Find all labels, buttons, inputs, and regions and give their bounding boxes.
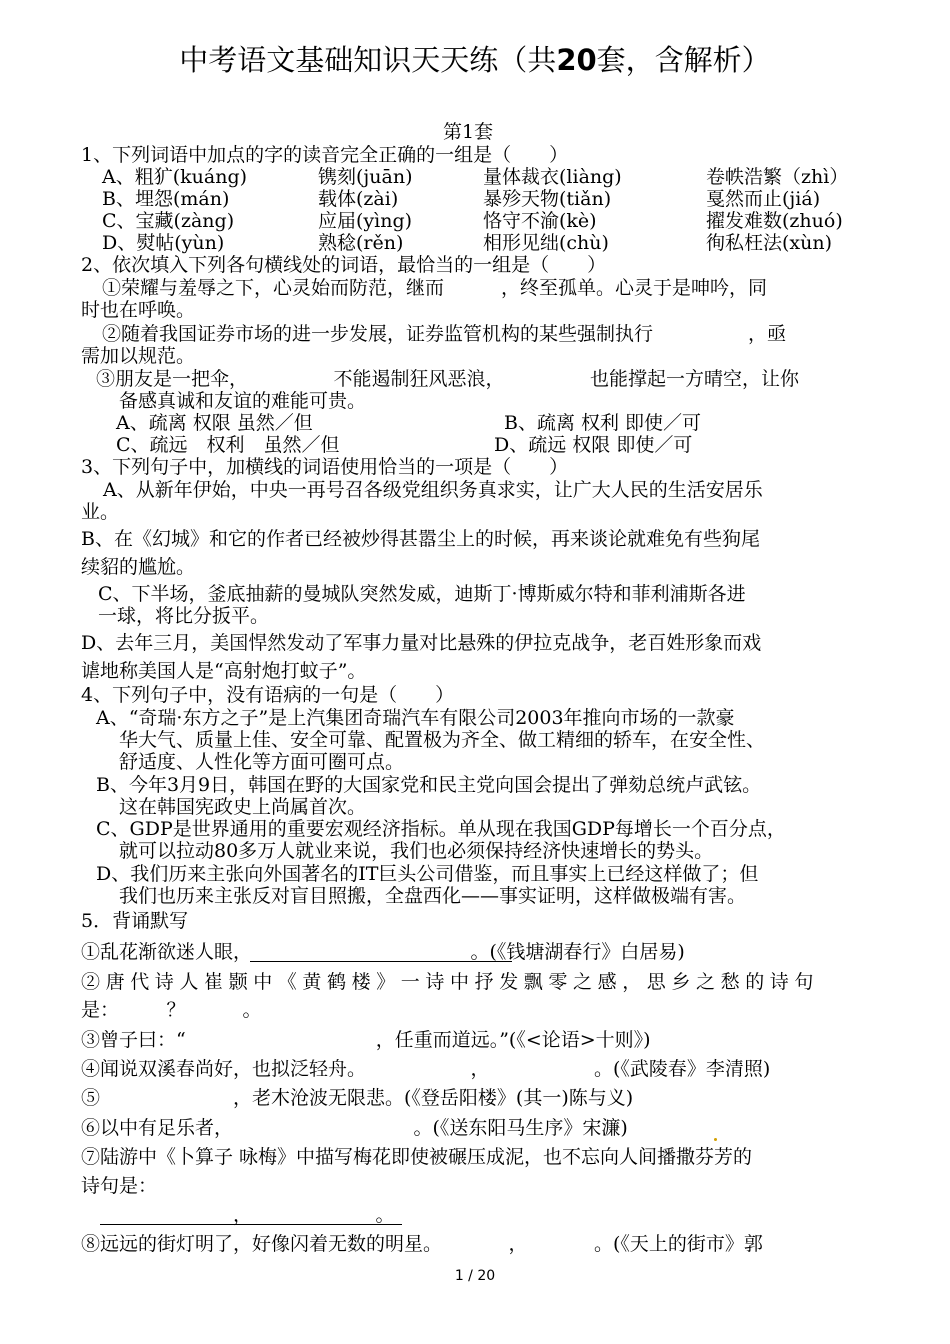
q1-option-d1: D、熨帖(yùn)	[102, 232, 225, 254]
q2-sentence-2a: ②随着我国证券市场的进一步发展，证券监管机构的某些强制执行 ，亟	[102, 323, 787, 345]
q4-option-a-line3: 舒适度、人性化等方面可圈可点。	[119, 751, 405, 773]
q4-option-a-line2: 华大气、质量上佳、安全可靠、配置极为齐全、做工精细的轿车，在安全性、	[119, 729, 766, 751]
q3-option-d-line2: 谑地称美国人是“高射炮打蚊子”。	[81, 660, 367, 682]
q1-option-b2: 载体(zài)	[318, 188, 399, 210]
q4-option-c-line1: C、GDP是世界通用的重要宏观经济指标。单从现在我国GDP每增长一个百分点，	[96, 818, 786, 840]
q2-sentence-1a: ①荣耀与羞辱之下，心灵始而防范，继而 ，终至孤单。心灵于是呻吟，同	[102, 277, 768, 299]
q4-option-b-line1: B、今年3月9日，韩国在野的大国家党和民主党向国会提出了弹劾总统卢武铉。	[96, 774, 762, 796]
q1-option-b1: B、埋怨(mán)	[102, 188, 230, 210]
q5-item-2-line2: 是： ？ 。	[81, 999, 262, 1021]
q3-option-d-line1: D、去年三月，美国悍然发动了军事力量对比悬殊的伊拉克战争，老百姓形象而戏	[81, 632, 762, 654]
q3-option-a-line2: 业。	[81, 501, 120, 523]
q1-option-b3: 暴殄天物(tiǎn)	[483, 188, 612, 210]
q4-option-d-line2: 我们也历来主张反对盲目照搬，全盘西化——事实证明，这样做极端有害。	[119, 885, 747, 907]
q4-option-a-line1: A、“奇瑞·东方之子”是上汽集团奇瑞汽车有限公司2003年推向市场的一款豪	[96, 707, 735, 729]
q1-option-d4: 徇私枉法(xùn)	[706, 232, 833, 254]
q4-stem: 4、下列句子中，没有语病的一句是（ ）	[81, 684, 455, 706]
q4-option-d-line1: D、我们历来主张向外国著名的IT巨头公司借鉴，而且事实上已经这样做了；但	[96, 863, 759, 885]
set-label: 第1套	[443, 121, 494, 143]
q2-sentence-3b: 备感真诚和友谊的难能可贵。	[119, 390, 367, 412]
q5-stem: 5．背诵默写	[81, 910, 189, 932]
stray-mark	[714, 1138, 717, 1141]
q1-option-a2: 镌刻(juān)	[318, 166, 413, 188]
q1-option-a4: 卷帙浩繁（zhì）	[706, 166, 849, 188]
q3-option-a-line1: A、从新年伊始，中央一再号召各级党组织务真求实，让广大人民的生活安居乐	[103, 479, 763, 501]
q2-sentence-3a: ③朋友是一把伞， 不能遏制狂风恶浪， 也能撑起一方晴空，让你	[96, 368, 800, 390]
q1-option-d3: 相形见绌(chù)	[483, 232, 609, 254]
q5-item-5: ⑤ ，老木沧波无限悲。(《登岳阳楼》(其一)陈与义)	[81, 1087, 634, 1109]
q5-item-6: ⑥以中有足乐者， 。(《送东阳马生序》宋濂)	[81, 1117, 628, 1139]
q5-item-2-line1: ②唐代诗人崔颢中《黄鹤楼》一诗中抒发飘零之感，思乡之愁的诗句	[81, 971, 820, 993]
q1-option-c2: 应届(yìng)	[318, 210, 413, 232]
q1-option-c1: C、宝藏(zàng)	[102, 210, 235, 232]
q4-option-c-line2: 就可以拉动80多万人就业来说，我们也必须保持经济快速增长的势头。	[119, 840, 714, 862]
q4-option-b-line2: 这在韩国宪政史上尚属首次。	[119, 796, 367, 818]
title-number: 20	[556, 43, 597, 77]
title-suffix: 套，含解析）	[596, 43, 771, 77]
q3-option-c-line2: 一球，将比分扳平。	[98, 605, 270, 627]
q5-item-7-answer: ， 。	[100, 1204, 395, 1226]
q5-item-1-blank	[250, 961, 512, 962]
q1-option-a3: 量体裁衣(liàng)	[483, 166, 622, 188]
q1-stem: 1、下列词语中加点的字的读音完全正确的一组是（ ）	[81, 144, 569, 166]
q1-option-d2: 熟稔(rěn)	[318, 232, 404, 254]
q3-option-c-line1: C、下半场，釜底抽薪的曼城队突然发威，迪斯丁·博斯威尔特和菲利浦斯各进	[98, 583, 746, 605]
q1-option-a1: A、粗犷(kuáng)	[102, 166, 248, 188]
page-title	[0, 38, 950, 79]
q1-option-c3: 恪守不渝(kè)	[483, 210, 597, 232]
q3-option-b-line1: B、在《幻城》和它的作者已经被炒得甚嚣尘上的时候，再来谈论就难免有些狗尾	[81, 528, 760, 550]
q5-item-4: ④闻说双溪春尚好，也拟泛轻舟。 ， 。(《武陵春》李清照)	[81, 1058, 771, 1080]
q5-item-7-line2: 诗句是：	[81, 1175, 158, 1197]
q1-option-b4: 戛然而止(jiá)	[706, 188, 821, 210]
q5-item-7-blank	[100, 1224, 402, 1225]
q5-item-3: ③曾子曰：“ ，任重而道远。”(《<论语>十则》)	[81, 1029, 651, 1051]
q2-option-d: D、疏远 权限 即使／可	[494, 434, 693, 456]
q2-option-c: C、疏远 权利 虽然／但	[116, 434, 340, 456]
page-number: 1 / 20	[454, 1268, 496, 1284]
q5-item-7-line1: ⑦陆游中《卜算子 咏梅》中描写梅花即使被碾压成泥，也不忘向人间播撒芬芳的	[81, 1146, 753, 1168]
q2-option-a: A、疏离 权限 虽然／但	[116, 412, 313, 434]
q2-sentence-1b: 时也在呼唤。	[81, 299, 196, 321]
q3-stem: 3、下列句子中，加横线的词语使用恰当的一项是（ ）	[81, 456, 569, 478]
q5-item-8: ⑧远远的街灯明了，好像闪着无数的明星。 ， 。(《天上的街市》郭	[81, 1233, 763, 1255]
q3-option-b-line2: 续貂的尴尬。	[81, 556, 196, 578]
q2-option-b: B、疏离 权利 即使／可	[504, 412, 702, 434]
q5-item-1: ①乱花渐欲迷人眼， 。(《钱塘湖春行》白居易)	[81, 941, 685, 963]
title-prefix: 中考语文基础知识天天练（共	[179, 43, 557, 77]
q2-sentence-2b: 需加以规范。	[81, 345, 196, 367]
q2-stem: 2、依次填入下列各句横线处的词语，最恰当的一组是（ ）	[81, 254, 607, 276]
q1-option-c4: 擢发难数(zhuó)	[706, 210, 843, 232]
